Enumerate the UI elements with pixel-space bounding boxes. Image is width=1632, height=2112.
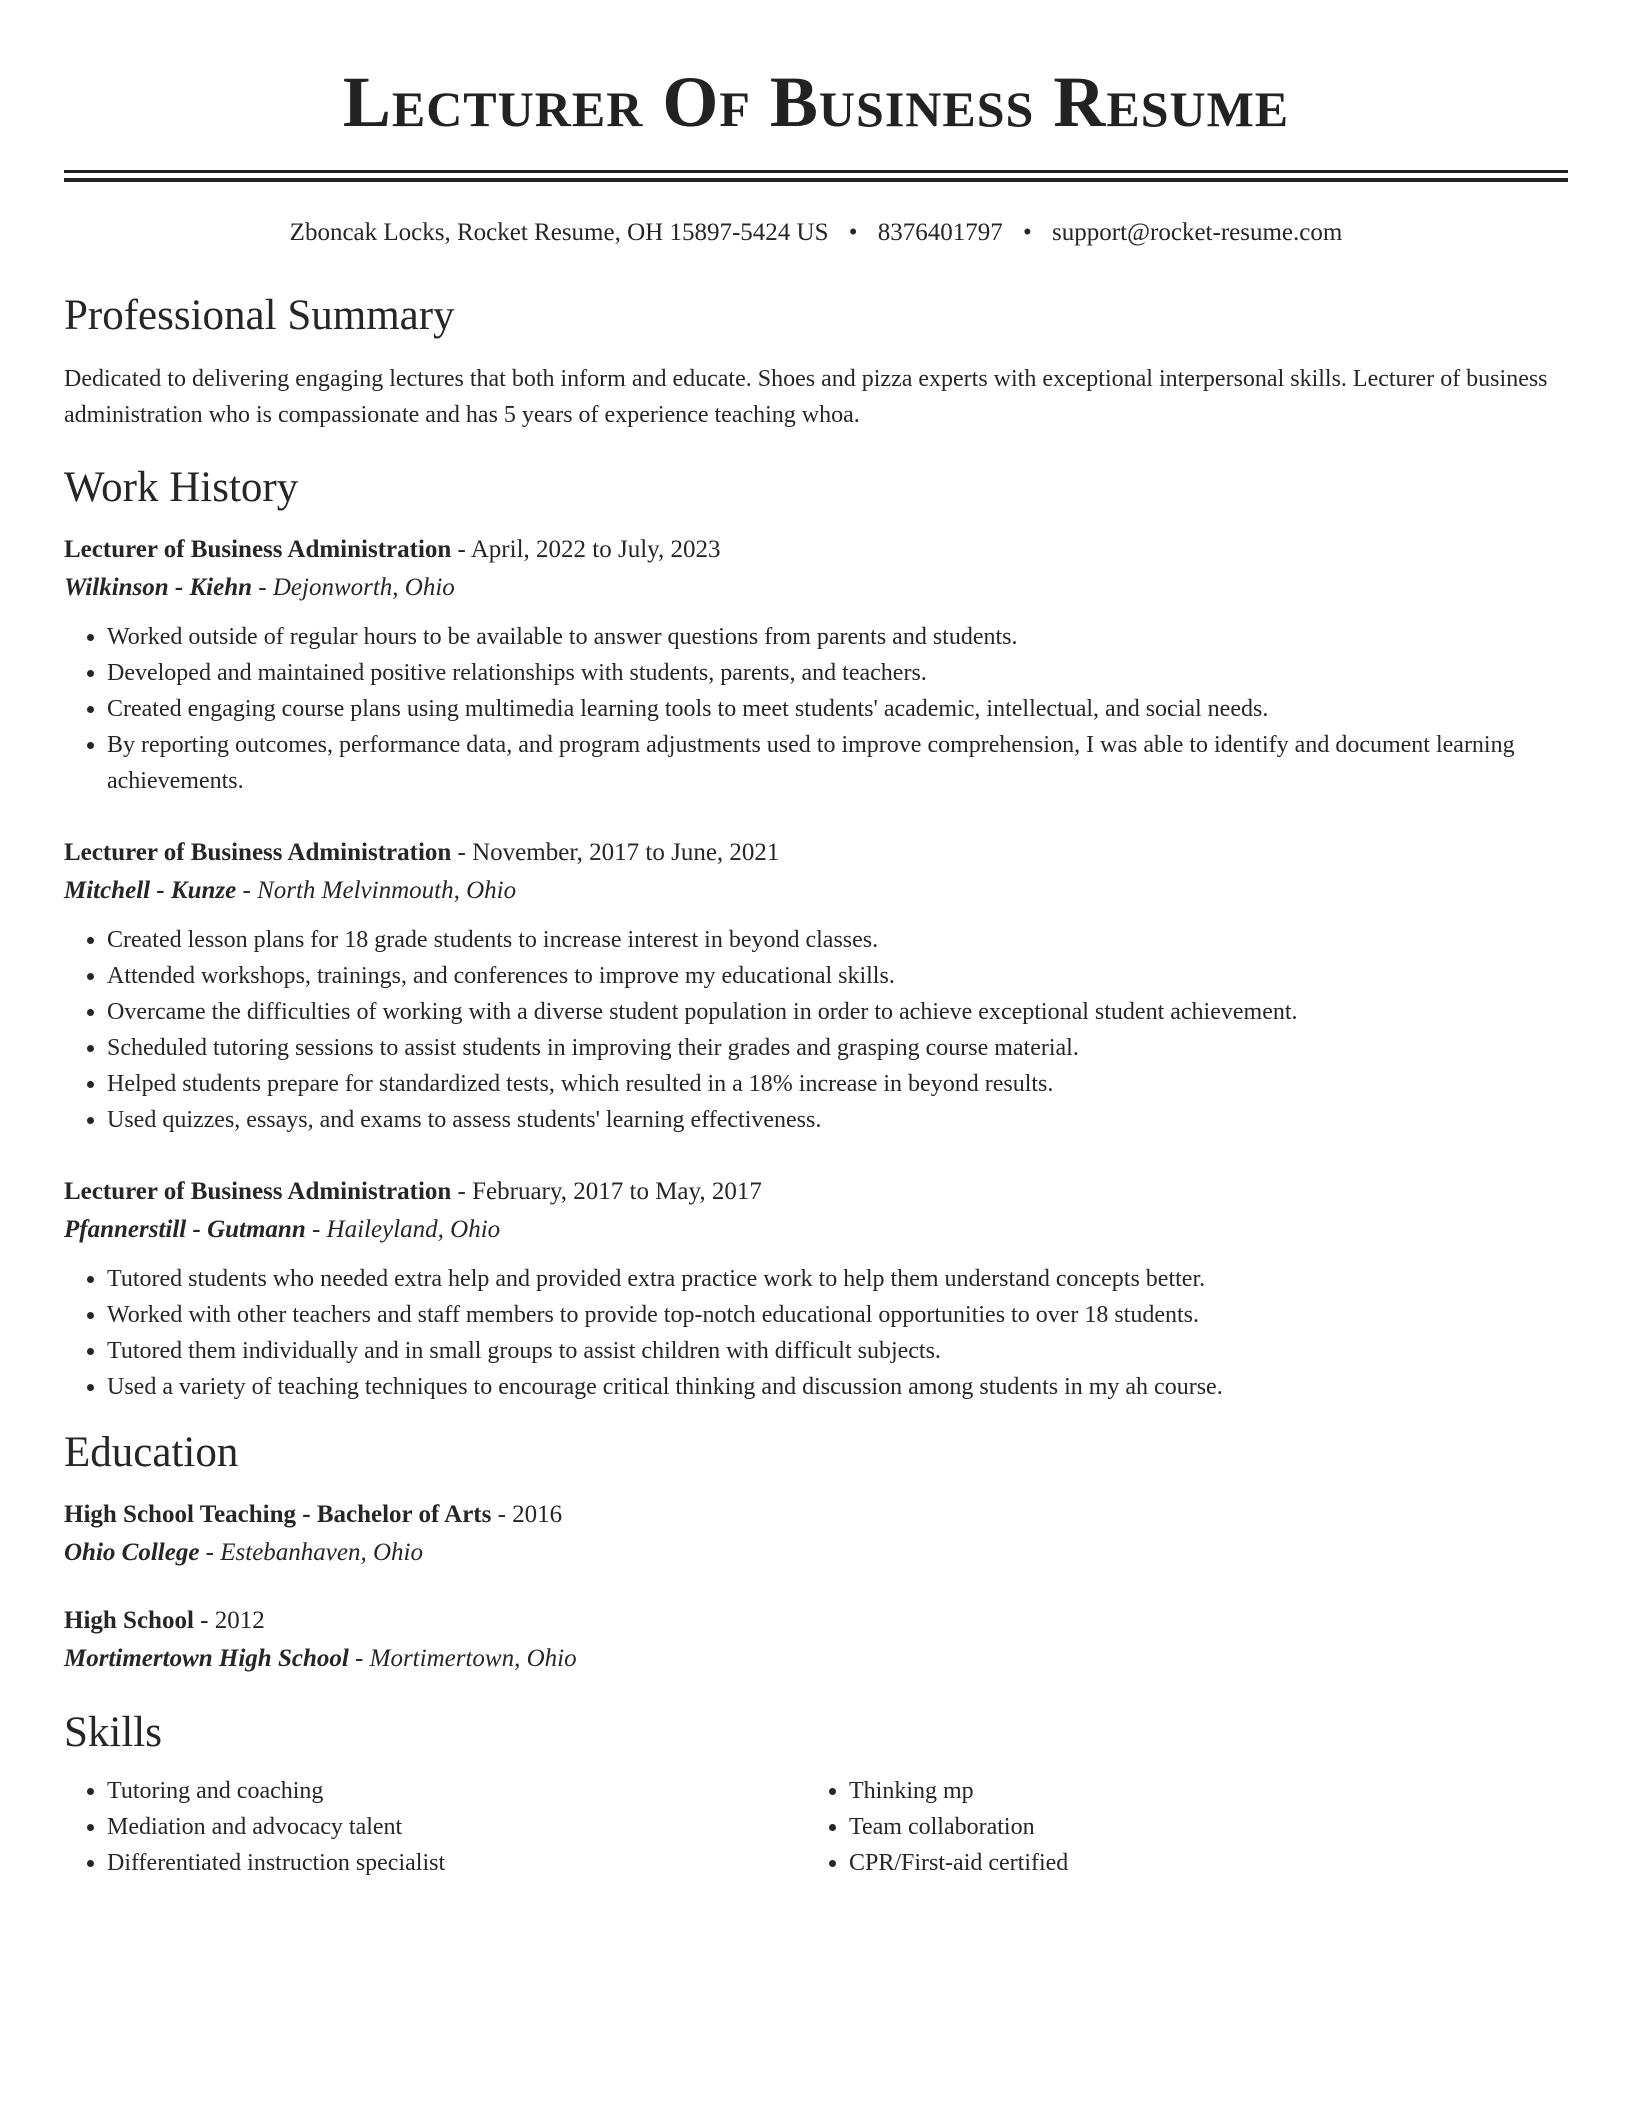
school-location: - Estebanhaven, Ohio (199, 1539, 423, 1566)
skill-item: • CPR/First-aid certified (849, 1845, 1548, 1881)
skills-list (64, 1773, 1568, 1881)
job-dates: - November, 2017 to June, 2021 (451, 839, 780, 866)
duty-item: • Created engaging course plans using multimedia learning tools to meet students' academic, intellectual, and social needs. (107, 691, 1568, 727)
skill-item: • Differentiated instruction specialist (107, 1845, 806, 1881)
duty-item: • Overcame the difficulties of working with a diverse student population in order to achieve exceptional student achievement. (107, 994, 1568, 1030)
education-heading: Education (64, 1429, 239, 1476)
duty-item: • Tutored them individually and in small groups to assist children with difficult subjects. (107, 1333, 1568, 1369)
skill-item: • Mediation and advocacy talent (107, 1809, 806, 1845)
school-line (64, 1534, 1568, 1572)
duty-item: • Attended workshops, trainings, and conferences to improve my educational skills. (107, 958, 1568, 994)
skill-item: • Tutoring and coaching (107, 1773, 806, 1809)
degree-year: - 2016 (491, 1501, 563, 1528)
job-company-line (64, 1211, 1568, 1249)
duty-item: • Worked with other teachers and staff members to provide top-notch educational opportunities to over 18 students. (107, 1297, 1568, 1333)
resume-title: Lecturer Of Business Resume (342, 62, 1290, 142)
duty-item: • Scheduled tutoring sessions to assist students in improving their grades and grasping course material. (107, 1030, 1568, 1066)
school-name: Mortimertown High School (64, 1645, 349, 1672)
job-dates: - April, 2022 to July, 2023 (451, 536, 721, 563)
job-entry (64, 1173, 1568, 1405)
job-entry (64, 531, 1568, 799)
job-title: Lecturer of Business Administration (64, 536, 452, 563)
contact-phone: 8376401797 (877, 219, 1003, 246)
education-entry (64, 1602, 1568, 1678)
work-history-heading: Work History (64, 464, 299, 511)
contact-email: support@rocket-resume.com (1052, 219, 1343, 246)
company-location: - Haileyland, Ohio (305, 1216, 501, 1243)
duty-item: • Used a variety of teaching techniques to encourage critical thinking and discussion among students in my ah course. (107, 1369, 1568, 1405)
contact-line (64, 216, 1568, 250)
job-dates: - February, 2017 to May, 2017 (451, 1178, 762, 1205)
duty-item: • Created lesson plans for 18 grade students to increase interest in beyond classes. (107, 922, 1568, 958)
job-title-line (64, 1173, 1568, 1211)
job-title: Lecturer of Business Administration (64, 1178, 452, 1205)
contact-address: Zboncak Locks, Rocket Resume, OH 15897-5424 US (289, 219, 829, 246)
school-name: Ohio College (64, 1539, 200, 1566)
job-entry (64, 834, 1568, 1138)
company-location: - North Melvinmouth, Ohio (236, 877, 517, 904)
title-divider (64, 170, 1568, 182)
school-line (64, 1640, 1568, 1678)
company-location: - Dejonworth, Ohio (252, 574, 455, 601)
duty-item: • Developed and maintained positive relationships with students, parents, and teachers. (107, 655, 1568, 691)
skill-item: • Team collaboration (849, 1809, 1548, 1845)
education-entry (64, 1496, 1568, 1572)
duty-item: • By reporting outcomes, performance data, and program adjustments used to improve comprehension, I was able to identify and document learning achievements. (107, 727, 1568, 799)
duty-item: • Tutored students who needed extra help and provided extra practice work to help them understand concepts better. (107, 1261, 1568, 1297)
duty-item: • Worked outside of regular hours to be available to answer questions from parents and students. (107, 619, 1568, 655)
skill-item: • Thinking mp (849, 1773, 1548, 1809)
company-name: Mitchell - Kunze (64, 877, 237, 904)
job-title-line (64, 531, 1568, 569)
skills-column-left (64, 1773, 806, 1881)
company-name: Pfannerstill - Gutmann (64, 1216, 306, 1243)
degree-name: High School Teaching - Bachelor of Arts (64, 1501, 492, 1528)
school-location: - Mortimertown, Ohio (348, 1645, 577, 1672)
company-name: Wilkinson - Kiehn (64, 574, 253, 601)
job-title-line (64, 834, 1568, 872)
degree-line (64, 1602, 1568, 1640)
summary-text: Dedicated to delivering engaging lectures that both inform and educate. Shoes and pizza experts with exceptional interpersonal skills. Lecturer of business administration who is compassionate and has 5 years of experience teaching whoa. (64, 366, 1548, 428)
job-company-line (64, 569, 1568, 607)
job-title: Lecturer of Business Administration (64, 839, 452, 866)
degree-year: - 2012 (193, 1607, 265, 1634)
job-duties (64, 1261, 1568, 1405)
contact-separator: • (1023, 219, 1032, 246)
job-company-line (64, 872, 1568, 910)
skills-column-right (806, 1773, 1548, 1881)
contact-separator: • (848, 219, 858, 246)
duty-item: • Helped students prepare for standardized tests, which resulted in a 18% increase in beyond results. (107, 1066, 1568, 1102)
job-duties (64, 922, 1568, 1138)
duty-item: • Used quizzes, essays, and exams to assess students' learning effectiveness. (107, 1102, 1568, 1138)
summary-heading: Professional Summary (64, 292, 455, 339)
degree-name: High School (64, 1607, 194, 1634)
degree-line (64, 1496, 1568, 1534)
job-duties (64, 619, 1568, 799)
skills-heading: Skills (64, 1709, 162, 1756)
